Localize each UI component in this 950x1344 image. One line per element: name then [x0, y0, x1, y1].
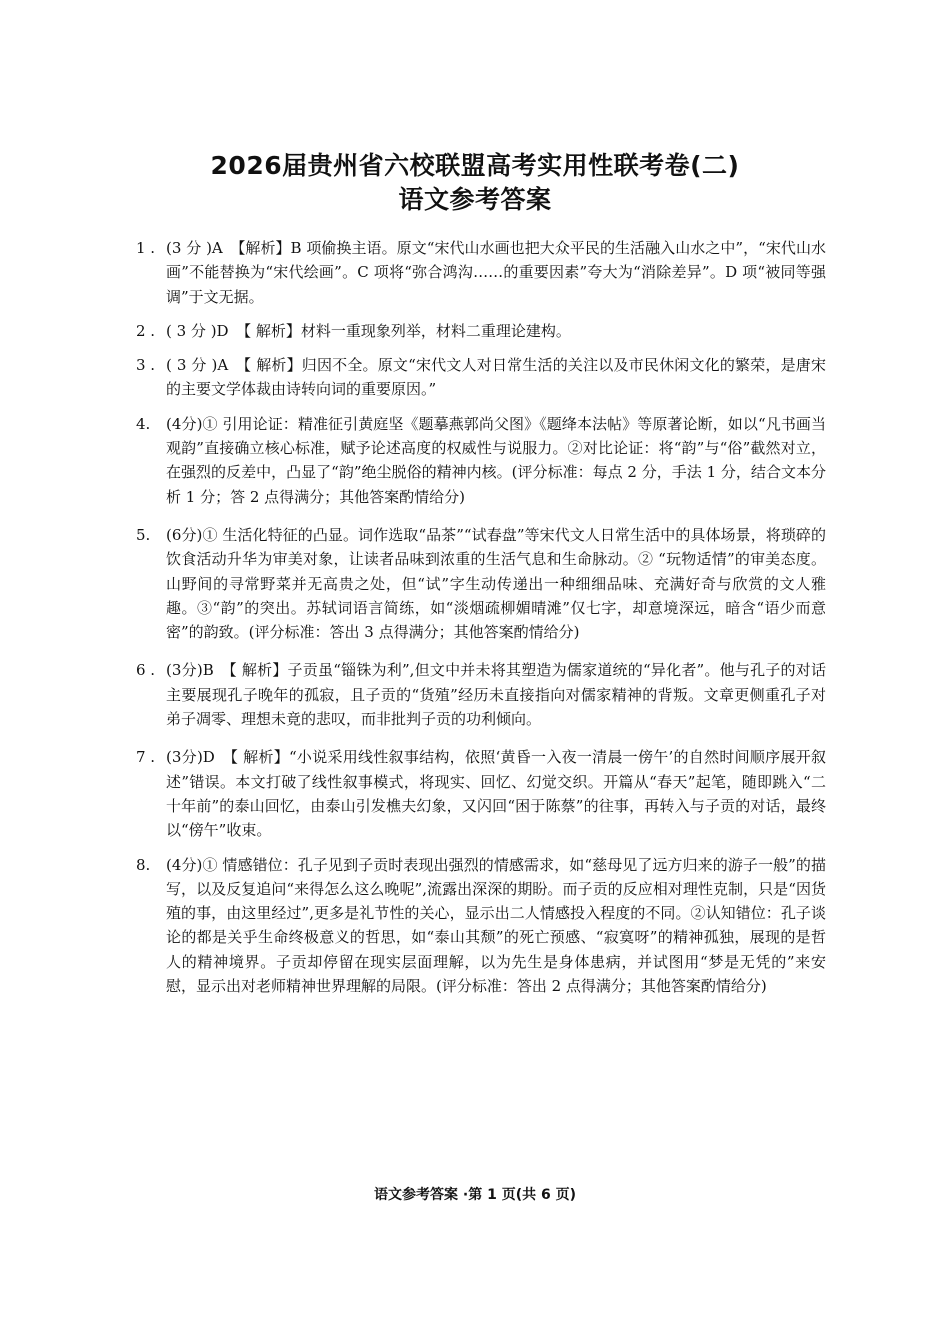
answer-text: (4分)① 引用论证：精准征引黄庭坚《题摹燕郭尚父图》《题绛本法帖》等原著论断，如以“凡书画当观韵”直接确立核心标准，赋予论述高度的权威性与说服力。②对比论证：将“韵”与“俗”截然对立，在强烈的反差中，凸显了“韵”绝尘脱俗的精神内核。(评分标准：每点 2 分，手法 1 分，结合文本分析 1 分；答 2 点得满分；其他答案酌情给分) — [166, 414, 826, 506]
answer-item-6 — [136, 658, 826, 731]
answer-item-2 — [136, 319, 826, 343]
answer-number: 2 . — [136, 321, 156, 340]
answer-item-5 — [136, 523, 826, 644]
answer-text: ( 3 分 )D 【 解析】材料一重现象列举，材料二重理论建构。 — [166, 321, 571, 340]
page-title: 2026届贵州省六校联盟高考实用性联考卷(二) — [210, 151, 740, 180]
answer-item-3 — [136, 353, 826, 402]
answer-text: (3分)D 【 解析】“小说采用线性叙事结构，依照‘黄昏一入夜一清晨一傍午’的自然时间顺序展开叙述”错误。本文打破了线性叙事模式，将现实、回忆、幻觉交织。开篇从“春天”起笔，随即跳入“二十年前”的泰山回忆，由泰山引发樵夫幻象，又闪回“困于陈蔡”的往事，再转入与子贡的对话，最终以“傍午”收束。 — [166, 748, 826, 840]
answer-item-4 — [136, 412, 826, 509]
answer-text: ( 3 分 )A 【 解析】归因不全。原文“宋代文人对日常生活的关注以及市民休闲文化的繁荣，是唐宋的主要文学体裁由诗转向词的重要原因。” — [166, 356, 826, 399]
answer-item-1 — [136, 236, 826, 309]
answer-list — [136, 236, 826, 1008]
answer-item-7 — [136, 745, 826, 842]
answer-item-8 — [136, 853, 826, 999]
answer-number: 1 . — [136, 239, 156, 257]
answer-text: (3 分 )A 【解析】B 项偷换主语。原文“宋代山水画也把大众平民的生活融入山水之中”，“宋代山水画”不能替换为“宋代绘画”。C 项将“弥合鸿沟……的重要因素”夸大为“消除差异”。D 项“被同等强调”于文无据。 — [166, 239, 826, 306]
page-subtitle: 语文参考答案 — [398, 185, 552, 214]
answer-number: 3 . — [136, 356, 156, 375]
page-footer: 语文参考答案 ·第 1 页(共 6 页) — [374, 1187, 576, 1203]
answer-text: (4分)① 情感错位：孔子见到子贡时表现出强烈的情感需求，如“慈母见了远方归来的游子一般”的描写，以及反复追问“来得怎么这么晚呢”,流露出深深的期盼。而子贡的反应相对理性克制，只是“因货殖的事，由这里经过”,更多是礼节性的关心，显示出二人情感投入程度的不同。②认知错位：孔子谈论的都是关乎生命终极意义的哲思，如“泰山其颓”的死亡预感、“寂寞呀”的精神孤独，展现的是哲人的精神境界。子贡却停留在现实层面理解，以为先生是身体患病，并试图用“梦是无凭的”来安慰，显示出对老师精神世界理解的局限。(评分标准：答出 2 点得满分；其他答案酌情给分) — [166, 855, 826, 996]
answer-text: (6分)① 生活化特征的凸显。词作选取“品茶”“试春盘”等宋代文人日常生活中的具体场景，将琐碎的饮食活动升华为审美对象，让读者品味到浓重的生活气息和生命脉动。② “玩物适情”的审美态度。山野间的寻常野菜并无高贵之处，但“试”字生动传递出一种细细品味、充满好奇与欣赏的文人雅趣。③“韵”的突出。苏轼词语言简练，如“淡烟疏柳媚晴滩”仅七字，却意境深远，暗含“语少而意密”的韵致。(评分标准：答出 3 点得满分；其他答案酌情给分) — [166, 525, 826, 642]
answer-number: 4. — [136, 414, 151, 433]
answer-number: 5. — [136, 525, 151, 544]
answer-number: 6 . — [136, 661, 156, 680]
answer-number: 7 . — [136, 748, 156, 767]
answer-number: 8. — [136, 855, 151, 874]
answer-text: (3分)B 【 解析】子贡虽“锱铢为利”,但文中并未将其塑造为儒家道统的“异化者”。他与孔子的对话主要展现孔子晚年的孤寂，且子贡的“货殖”经历未直接指向对儒家精神的背叛。文章更侧重孔子对弟子凋零、理想未竟的悲叹，而非批判子贡的功利倾向。 — [166, 661, 826, 729]
